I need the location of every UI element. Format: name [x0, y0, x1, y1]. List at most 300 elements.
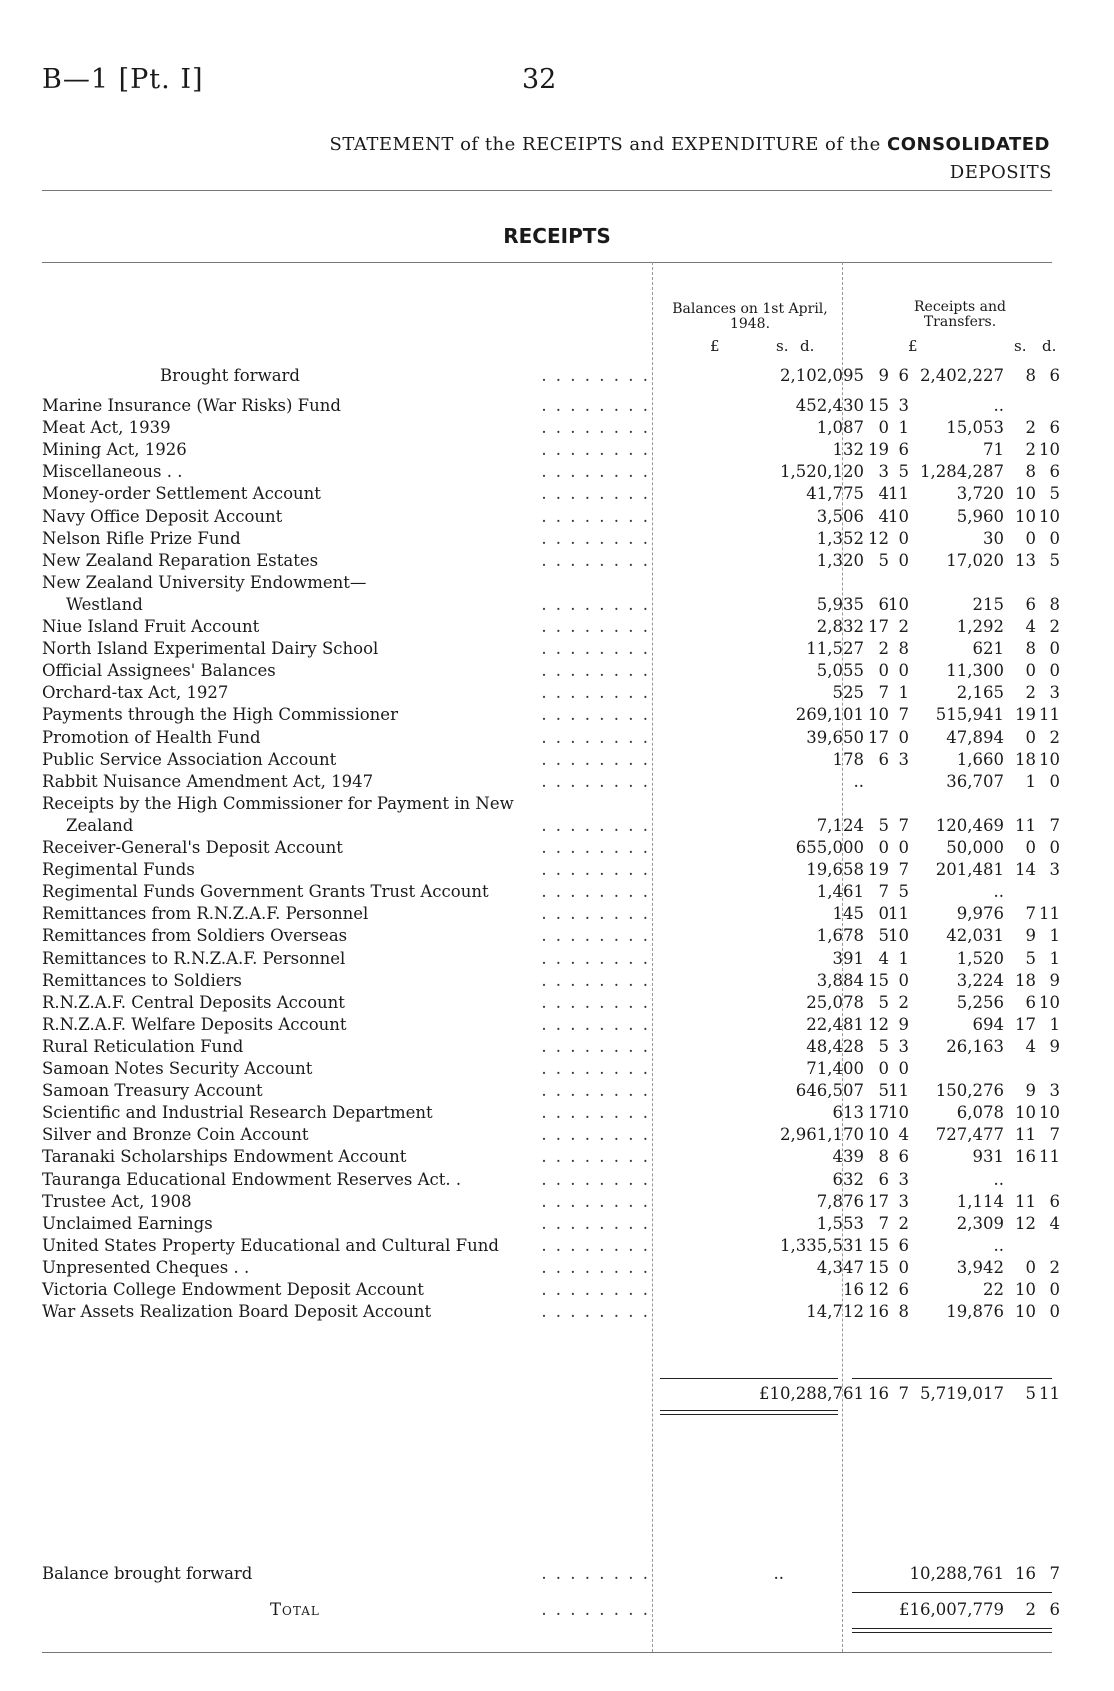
- receipts-heading: RECEIPTS: [503, 224, 611, 248]
- balance-pence: 0: [898, 1257, 909, 1277]
- receipts-pence: 0: [1049, 838, 1060, 857]
- receipts-shillings: 1: [1025, 771, 1036, 791]
- leader-dots: . . . . . . . .: [541, 418, 650, 438]
- heading-rule: [42, 262, 1052, 263]
- receipts-pounds: 71: [983, 440, 1004, 460]
- receipts-pence: 2: [1049, 617, 1060, 636]
- balance-pounds: 1,352: [816, 528, 864, 548]
- account-name: Zealand: [66, 815, 134, 835]
- bf-balance-pence: 6: [898, 366, 909, 385]
- balance-pence: 10: [888, 506, 909, 526]
- table-row: [0, 991, 1114, 1014]
- bf-receipts-shillings: 8: [1025, 366, 1036, 385]
- bbf-receipts-pence: 7: [1049, 1564, 1060, 1583]
- receipts-shillings: 11: [1015, 1125, 1036, 1145]
- balance-shillings: 4: [878, 948, 889, 968]
- balance-pence: 0: [898, 838, 909, 857]
- subtotal-row: [0, 1382, 1114, 1405]
- balance-pence: 2: [898, 617, 909, 636]
- account-name: Remittances from Soldiers Overseas: [42, 926, 348, 946]
- receipts-pence: 0: [1049, 1280, 1060, 1299]
- unit-pounds-2: £: [908, 337, 918, 355]
- leader-dots: . . . . . . . .: [541, 1235, 650, 1255]
- table-row: [0, 770, 1114, 793]
- receipts-shillings: 7: [1025, 904, 1036, 924]
- balance-shillings: 17: [868, 727, 889, 747]
- leader-dots: . . . . . . . .: [541, 1103, 650, 1123]
- balance-shillings: 6: [878, 1169, 889, 1189]
- receipts-pounds: 5,256: [956, 992, 1004, 1012]
- account-name: Westland: [66, 594, 143, 614]
- leader-dots: . . . . . . . .: [541, 860, 650, 880]
- receipts-shillings: 0: [1025, 528, 1036, 548]
- balance-shillings: 3: [878, 462, 889, 482]
- account-name: Nelson Rifle Prize Fund: [42, 528, 241, 548]
- table-row: [0, 527, 1114, 550]
- unit-pounds-1: £: [710, 337, 720, 355]
- balance-pence: 3: [898, 749, 909, 769]
- balance-shillings: 5: [878, 992, 889, 1012]
- receipts-pence: 1: [1049, 1014, 1060, 1034]
- receipts-pounds: ..: [993, 1235, 1004, 1255]
- account-name: Remittances from R.N.Z.A.F. Personnel: [42, 904, 369, 924]
- subtotal-receipts-pence: 11: [1039, 1384, 1060, 1403]
- bbf-balance: ..: [773, 1564, 784, 1583]
- balance-pounds: 48,428: [806, 1036, 864, 1056]
- receipts-shillings: 13: [1015, 550, 1036, 570]
- subtotal-balance-shillings: 16: [868, 1384, 889, 1403]
- leader-dots: . . . . . . . .: [541, 1169, 650, 1189]
- balance-pounds: 132: [832, 440, 864, 460]
- receipts-pounds: ..: [993, 396, 1004, 415]
- receipts-pence: 6: [1049, 462, 1060, 482]
- table-row: [0, 1101, 1114, 1124]
- receipts-shillings: 2: [1025, 440, 1036, 460]
- balance-pence: 11: [888, 484, 909, 504]
- total-rule-bottom: [852, 1628, 1052, 1629]
- balance-pounds: 19,658: [806, 860, 864, 880]
- account-name: Trustee Act, 1908: [42, 1191, 192, 1211]
- account-name: R.N.Z.A.F. Central Deposits Account: [42, 992, 345, 1012]
- table-row: [0, 1256, 1114, 1279]
- leader-dots: . . . . . . . .: [541, 882, 650, 902]
- balance-shillings: 15: [868, 970, 889, 990]
- account-name: Silver and Bronze Coin Account: [42, 1125, 309, 1145]
- receipts-pounds: 36,707: [946, 771, 1004, 791]
- table-row: [0, 836, 1114, 859]
- balance-pounds: 5,055: [816, 661, 864, 681]
- receipts-pence: 9: [1049, 970, 1060, 990]
- leader-dots: . . . . . . . .: [541, 1213, 650, 1233]
- receipts-pounds: 215: [972, 594, 1004, 614]
- table-row: [0, 1057, 1114, 1080]
- receipts-shillings: 8: [1025, 462, 1036, 482]
- table-row: [0, 416, 1114, 439]
- leader-dots: . . . . . . . .: [541, 1600, 650, 1619]
- receipts-shillings: 6: [1025, 992, 1036, 1012]
- balance-shillings: 0: [878, 838, 889, 857]
- subtotal-balance-pounds: £10,288,761: [759, 1384, 864, 1403]
- balance-pounds: 11,527: [806, 639, 864, 659]
- balance-shillings: 12: [868, 1280, 889, 1299]
- leader-dots: . . . . . . . .: [541, 1302, 650, 1322]
- receipts-pounds: ..: [993, 882, 1004, 902]
- receipts-shillings: 17: [1015, 1014, 1036, 1034]
- receipts-pence: 11: [1039, 705, 1060, 725]
- table-row: [0, 1079, 1114, 1102]
- receipts-pounds: 1,292: [956, 617, 1004, 636]
- receipts-pence: 5: [1049, 550, 1060, 570]
- leader-dots: . . . . . . . .: [541, 1125, 650, 1145]
- receipts-pence: 3: [1049, 860, 1060, 880]
- receipts-shillings: 14: [1015, 860, 1036, 880]
- receipts-shillings: 10: [1015, 506, 1036, 526]
- receipts-pounds: 621: [972, 639, 1004, 659]
- receipts-pence: 9: [1049, 1036, 1060, 1056]
- balance-pence: 1: [898, 418, 909, 438]
- balance-shillings: 17: [868, 617, 889, 636]
- balance-pounds: 613: [832, 1103, 864, 1123]
- table-row: [0, 703, 1114, 726]
- receipts-pounds: 1,284,287: [920, 462, 1004, 482]
- balance-pence: 0: [898, 550, 909, 570]
- account-name: Tauranga Educational Endowment Reserves Act. .: [42, 1169, 462, 1189]
- account-name: R.N.Z.A.F. Welfare Deposits Account: [42, 1014, 347, 1034]
- balance-pounds: 145: [832, 904, 864, 924]
- receipts-pence: 0: [1049, 661, 1060, 681]
- total-label: Total: [270, 1600, 320, 1619]
- balance-pence: 10: [888, 594, 909, 614]
- leader-dots: . . . . . . . .: [541, 462, 650, 482]
- balance-shillings: 0: [878, 661, 889, 681]
- receipts-pounds: 1,520: [956, 948, 1004, 968]
- receipts-pence: 1: [1049, 948, 1060, 968]
- balance-shillings: 4: [878, 506, 889, 526]
- bbf-receipts-shillings: 16: [1015, 1564, 1036, 1583]
- table-row: [0, 505, 1114, 528]
- balance-pounds: 5,935: [816, 594, 864, 614]
- table-row: [0, 1300, 1114, 1323]
- leader-dots: . . . . . . . .: [541, 1257, 650, 1277]
- table-row: [0, 438, 1114, 461]
- table-row: [0, 814, 1114, 837]
- leader-dots: . . . . . . . .: [541, 904, 650, 924]
- balance-pounds: 7,876: [816, 1191, 864, 1211]
- balance-pence: 3: [898, 1191, 909, 1211]
- balance-shillings: 7: [878, 1213, 889, 1233]
- receipts-pounds: 11,300: [946, 661, 1004, 681]
- receipts-pounds: 201,481: [935, 860, 1004, 880]
- receipts-shillings: 10: [1015, 1103, 1036, 1123]
- receipts-pence: 11: [1039, 904, 1060, 924]
- balance-pence: 0: [898, 528, 909, 548]
- balance-pounds: 1,320: [816, 550, 864, 570]
- balance-shillings: 12: [868, 528, 889, 548]
- balances-column-header: Balances on 1st April, 1948.: [672, 301, 828, 332]
- subtotal-rule-bottom: [660, 1410, 838, 1411]
- balance-pounds: ..: [853, 771, 864, 791]
- balance-pence: 0: [898, 1059, 909, 1078]
- receipts-shillings: 6: [1025, 594, 1036, 614]
- receipts-pounds: 694: [972, 1014, 1004, 1034]
- balance-pounds: 1,520,120: [780, 462, 864, 482]
- table-row: [0, 1013, 1114, 1036]
- unit-shillings-1: s.: [776, 337, 789, 355]
- receipts-shillings: 0: [1025, 1257, 1036, 1277]
- balance-shillings: 10: [868, 705, 889, 725]
- leader-dots: . . . . . . . .: [541, 1081, 650, 1101]
- balance-pence: 7: [898, 860, 909, 880]
- account-name: Regimental Funds Government Grants Trust Account: [42, 882, 489, 902]
- balance-shillings: 4: [878, 484, 889, 504]
- receipts-pence: 2: [1049, 727, 1060, 747]
- account-name: Money-order Settlement Account: [42, 484, 321, 504]
- balance-shillings: 5: [878, 926, 889, 946]
- balance-pounds: 178: [832, 749, 864, 769]
- balance-pence: 2: [898, 992, 909, 1012]
- statement-bold: CONSOLIDATED: [887, 134, 1050, 155]
- balance-shillings: 15: [868, 396, 889, 415]
- leader-dots: . . . . . . . .: [541, 1147, 650, 1167]
- bf-balance-shillings: 9: [878, 366, 889, 385]
- receipts-pence: 10: [1039, 1103, 1060, 1123]
- balance-pounds: 1,335,531: [780, 1235, 864, 1255]
- balance-shillings: 5: [878, 1036, 889, 1056]
- balance-pence: 4: [898, 1125, 909, 1145]
- receipts-shillings: 0: [1025, 661, 1036, 681]
- leader-dots: . . . . . . . .: [541, 926, 650, 946]
- table-row: [0, 615, 1114, 638]
- balance-pounds: 71,400: [806, 1059, 864, 1078]
- balance-pence: 6: [898, 1147, 909, 1167]
- receipts-pounds: 150,276: [935, 1081, 1004, 1101]
- balance-pence: 0: [898, 661, 909, 681]
- receipts-shillings: 10: [1015, 484, 1036, 504]
- balance-pounds: 1,678: [816, 926, 864, 946]
- account-name: Receipts by the High Commissioner for Payment in New: [42, 793, 514, 813]
- receipts-pence: 11: [1039, 1147, 1060, 1167]
- balance-pounds: 525: [832, 683, 864, 703]
- balance-shillings: 7: [878, 882, 889, 902]
- total-row: [0, 1598, 1114, 1621]
- account-name: Remittances to Soldiers: [42, 970, 242, 990]
- receipts-pounds: 17,020: [946, 550, 1004, 570]
- table-row: [0, 969, 1114, 992]
- balance-pounds: 3,884: [816, 970, 864, 990]
- receipts-shillings: 9: [1025, 1081, 1036, 1101]
- leader-dots: . . . . . . . .: [541, 1036, 650, 1056]
- leader-dots: . . . . . . . .: [541, 550, 650, 570]
- account-name: Official Assignees' Balances: [42, 661, 276, 681]
- table-row: [0, 748, 1114, 771]
- receipts-shillings: 4: [1025, 617, 1036, 636]
- balance-pounds: 452,430: [795, 396, 864, 415]
- balance-pounds: 655,000: [795, 838, 864, 857]
- receipts-shillings: 8: [1025, 639, 1036, 659]
- balance-pounds: 1,087: [816, 418, 864, 438]
- balance-shillings: 12: [868, 1014, 889, 1034]
- leader-dots: . . . . . . . .: [541, 1564, 650, 1583]
- account-name: Remittances to R.N.Z.A.F. Personnel: [42, 948, 346, 968]
- receipts-shillings: 11: [1015, 815, 1036, 835]
- balance-pence: 3: [898, 396, 909, 415]
- receipts-pence: 0: [1049, 771, 1060, 791]
- table-row: [0, 659, 1114, 682]
- table-row: [0, 482, 1114, 505]
- receipts-pounds: 42,031: [946, 926, 1004, 946]
- leader-dots: . . . . . . . .: [541, 992, 650, 1012]
- balance-pence: 8: [898, 1302, 909, 1322]
- balance-pence: 1: [898, 948, 909, 968]
- receipts-shillings: 12: [1015, 1213, 1036, 1233]
- leader-dots: . . . . . . . .: [541, 1191, 650, 1211]
- balance-shillings: 5: [878, 1081, 889, 1101]
- leader-dots: . . . . . . . .: [541, 727, 650, 747]
- account-name: Samoan Notes Security Account: [42, 1059, 313, 1078]
- table-row: [0, 1123, 1114, 1146]
- receipts-shillings: 5: [1025, 948, 1036, 968]
- account-name: Rural Reticulation Fund: [42, 1036, 244, 1056]
- balance-pounds: 391: [832, 948, 864, 968]
- balance-shillings: 19: [868, 440, 889, 460]
- subtotal-balance-pence: 7: [898, 1384, 909, 1403]
- table-row: [0, 593, 1114, 616]
- receipts-pounds: 515,941: [935, 705, 1004, 725]
- receipts-pounds: 22: [983, 1280, 1004, 1299]
- leader-dots: . . . . . . . .: [541, 749, 650, 769]
- balance-pounds: 1,553: [816, 1213, 864, 1233]
- receipts-shillings: 2: [1025, 418, 1036, 438]
- balance-shillings: 16: [868, 1302, 889, 1322]
- receipts-pounds: 19,876: [946, 1302, 1004, 1322]
- balance-shillings: 0: [878, 418, 889, 438]
- table-row: [0, 549, 1114, 572]
- statement-title-line2: DEPOSITS: [949, 162, 1052, 183]
- receipts-shillings: 11: [1015, 1191, 1036, 1211]
- leader-dots: . . . . . . . .: [541, 1014, 650, 1034]
- footer-rule: [42, 1652, 1052, 1653]
- balance-pence: 7: [898, 705, 909, 725]
- receipts-pounds: 1,660: [956, 749, 1004, 769]
- receipts-pence: 3: [1049, 683, 1060, 703]
- balance-pence: 10: [888, 1103, 909, 1123]
- receipts-pence: 7: [1049, 1125, 1060, 1145]
- leader-dots: . . . . . . . .: [541, 661, 650, 681]
- balance-shillings: 17: [868, 1191, 889, 1211]
- account-name: New Zealand Reparation Estates: [42, 550, 319, 570]
- receipts-shillings: 18: [1015, 749, 1036, 769]
- table-row: [0, 902, 1114, 925]
- bbf-receipts-pounds: 10,288,761: [909, 1564, 1004, 1583]
- receipts-shillings: 4: [1025, 1036, 1036, 1056]
- account-name: Navy Office Deposit Account: [42, 506, 283, 526]
- balance-pence: 6: [898, 1280, 909, 1299]
- bf-receipts-pence: 6: [1049, 366, 1060, 385]
- bf-balance-pounds: 2,102,095: [780, 366, 864, 385]
- table-row: [0, 1035, 1114, 1058]
- table-row: [0, 1145, 1114, 1168]
- receipts-pence: 4: [1049, 1213, 1060, 1233]
- leader-dots: . . . . . . . .: [541, 1059, 650, 1078]
- receipts-pence: 1: [1049, 926, 1060, 946]
- brought-forward-row: [0, 364, 1114, 387]
- receipts-pounds: 3,224: [956, 970, 1004, 990]
- account-name: Unclaimed Earnings: [42, 1213, 213, 1233]
- total-rule-top: [852, 1592, 1052, 1593]
- account-name: Payments through the High Commissioner: [42, 705, 398, 725]
- receipts-pence: 2: [1049, 1257, 1060, 1277]
- statement-prefix: STATEMENT of the RECEIPTS and EXPENDITURE of the: [329, 134, 881, 155]
- page-ref: B—1 [Pt. I]: [42, 64, 204, 95]
- balance-shillings: 2: [878, 639, 889, 659]
- receipts-shillings: 0: [1025, 727, 1036, 747]
- account-name: Victoria College Endowment Deposit Account: [42, 1280, 424, 1299]
- leader-dots: . . . . . . . .: [541, 705, 650, 725]
- table-row: [0, 460, 1114, 483]
- balance-pounds: 646,507: [795, 1081, 864, 1101]
- receipts-pence: 0: [1049, 1302, 1060, 1322]
- leader-dots: . . . . . . . .: [541, 484, 650, 504]
- bf-receipts-pounds: 2,402,227: [920, 366, 1004, 385]
- receipts-pence: 8: [1049, 594, 1060, 614]
- account-name: Taranaki Scholarships Endowment Account: [42, 1147, 407, 1167]
- statement-title: [190, 134, 1050, 155]
- receipts-shillings: 16: [1015, 1147, 1036, 1167]
- receipts-pence: 10: [1039, 992, 1060, 1012]
- leader-dots: . . . . . . . .: [541, 617, 650, 636]
- receipts-pounds: 9,976: [956, 904, 1004, 924]
- balance-shillings: 7: [878, 683, 889, 703]
- header-rule: [42, 190, 1052, 191]
- leader-dots: . . . . . . . .: [541, 683, 650, 703]
- account-name: Unpresented Cheques . .: [42, 1257, 250, 1277]
- receipts-pounds: 5,960: [956, 506, 1004, 526]
- balance-pence: 11: [888, 1081, 909, 1101]
- table-row: [0, 571, 1114, 594]
- account-name: Public Service Association Account: [42, 749, 337, 769]
- balance-pence: 2: [898, 1213, 909, 1233]
- table-row: [0, 880, 1114, 903]
- leader-dots: . . . . . . . .: [541, 970, 650, 990]
- leader-dots: . . . . . . . .: [541, 771, 650, 791]
- receipts-pounds: 30: [983, 528, 1004, 548]
- leader-dots: . . . . . . . .: [541, 639, 650, 659]
- table-row: [0, 1278, 1114, 1301]
- balance-shillings: 5: [878, 815, 889, 835]
- balance-pounds: 439: [832, 1147, 864, 1167]
- balance-pence: 0: [898, 727, 909, 747]
- total-receipts-pounds: £16,007,779: [899, 1600, 1004, 1619]
- account-name: Orchard-tax Act, 1927: [42, 683, 229, 703]
- balance-shillings: 0: [878, 904, 889, 924]
- table-row: [0, 924, 1114, 947]
- balance-pence: 10: [888, 926, 909, 946]
- receipts-pounds: 3,720: [956, 484, 1004, 504]
- receipts-shillings: 10: [1015, 1280, 1036, 1299]
- subtotal-receipts-shillings: 5: [1025, 1384, 1036, 1403]
- balance-shillings: 17: [868, 1103, 889, 1123]
- balance-pence: 5: [898, 462, 909, 482]
- leader-dots: . . . . . . . .: [541, 366, 650, 385]
- account-name: New Zealand University Endowment—: [42, 572, 367, 592]
- account-name: War Assets Realization Board Deposit Account: [42, 1302, 432, 1322]
- balance-shillings: 8: [878, 1147, 889, 1167]
- receipts-pounds: 2,165: [956, 683, 1004, 703]
- account-name: Miscellaneous . .: [42, 462, 183, 482]
- receipts-pounds: ..: [993, 1169, 1004, 1189]
- account-name: Receiver-General's Deposit Account: [42, 838, 343, 857]
- balance-brought-forward-row: [0, 1562, 1114, 1585]
